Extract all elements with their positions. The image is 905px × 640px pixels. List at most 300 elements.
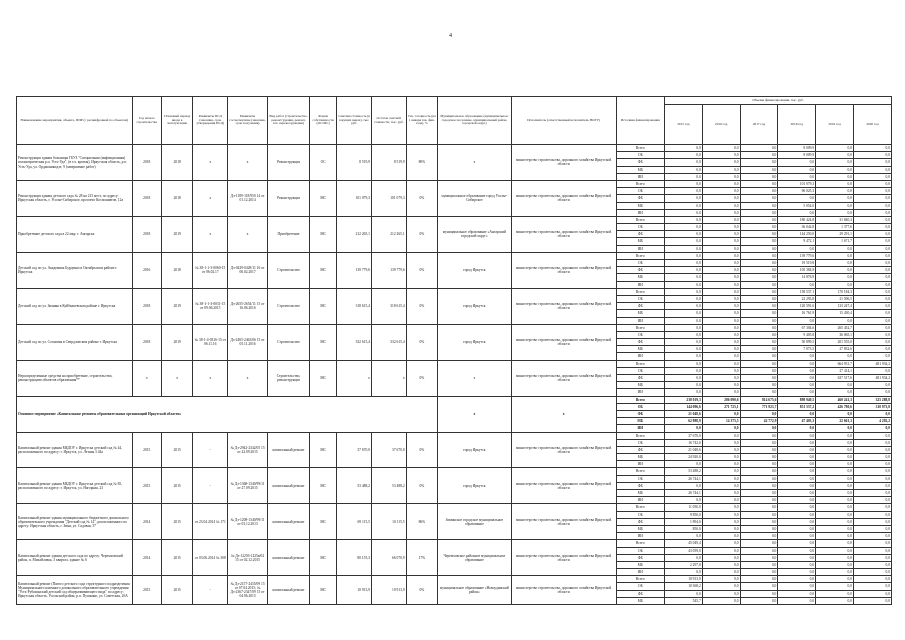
remaining-cost: 318 615,4 [371, 288, 406, 324]
funding-value: 0,0 [740, 525, 778, 532]
readiness: 0% [406, 180, 438, 216]
funding-value: 0,0 [853, 540, 891, 547]
funding-source: ИИ [616, 317, 664, 324]
funding-value: 0,0 [740, 597, 778, 604]
year-header: 2019 год [816, 105, 854, 145]
funding-value: 180 424,8 [778, 216, 816, 223]
funding-value: 0,0 [664, 425, 702, 432]
funding-value: 0,0 [853, 188, 891, 195]
executor: министерство строительства, дорожного хозяйства Иркутской области [511, 360, 616, 396]
funding-value: 0,0 [816, 490, 854, 497]
psd-details: x [193, 145, 228, 181]
funding-value: 0,0 [853, 267, 891, 274]
funding-value: 0,0 [778, 540, 816, 547]
funding-value: 0,0 [853, 260, 891, 267]
object-name: Детский сад по ул. Академика Бурденко в Октябрьском районе г. Иркутска [17, 252, 133, 288]
funding-source: Всего [616, 216, 664, 223]
funding-value: 0,0 [853, 432, 891, 439]
funding-value: 0,0 [853, 216, 891, 223]
funding-value: 0,0 [740, 511, 778, 518]
ownership-form: МС [310, 576, 337, 605]
municipality: город Иркутск [438, 252, 512, 288]
funding-value: 0,0 [853, 331, 891, 338]
psd-details: - [193, 576, 228, 605]
psd-details: - [193, 432, 228, 468]
funding-source: Всего [616, 252, 664, 259]
municipality: Черемховское районное муниципальное образование [438, 540, 512, 576]
funding-value: 0,0 [816, 540, 854, 547]
funding-value: 101 079,3 [778, 180, 816, 187]
funding-value: 21 048,6 [664, 410, 702, 417]
funding-value: 0,0 [816, 454, 854, 461]
funding-value: 0,0 [702, 353, 740, 360]
funding-source: ОБ [616, 511, 664, 518]
funding-value: 37 670,0 [664, 432, 702, 439]
year-header: 2018 год [778, 105, 816, 145]
finish-year: 2015 [161, 576, 193, 605]
funding-value: 0,0 [740, 202, 778, 209]
estimated-cost: x [337, 360, 372, 396]
funding-value: 0,0 [853, 439, 891, 446]
funding-value: 0,0 [778, 583, 816, 590]
funding-value: 22 661,3 [816, 418, 854, 425]
funding-value: 0,0 [702, 504, 740, 511]
funding-value: 10 368,2 [664, 583, 702, 590]
funding-value: 0,0 [740, 145, 778, 152]
object-name: Нераспределенные средства на приобретение, строительство, реконструкцию объектов образования** [17, 360, 133, 396]
funding-value: 0,0 [740, 324, 778, 331]
funding-value: 170 184,3 [816, 288, 854, 295]
funding-value: 0,0 [702, 180, 740, 187]
funding-value: 11 050,0 [664, 504, 702, 511]
funding-value: 0,0 [664, 166, 702, 173]
funding-value: 10 913,9 [664, 576, 702, 583]
financing-table [16, 96, 892, 605]
funding-source: ФБ [616, 446, 664, 453]
funding-value: 0,0 [664, 533, 702, 540]
funding-value: 0,0 [778, 209, 816, 216]
funding-value: 0,0 [853, 209, 891, 216]
funding-value: 0,0 [702, 216, 740, 223]
funding-value: 0,0 [740, 173, 778, 180]
funding-value: 19 519,8 [778, 260, 816, 267]
funding-value: 0,0 [702, 389, 740, 396]
funding-source: ФБ [616, 231, 664, 238]
funding-source: МБ [616, 454, 664, 461]
funding-value: 0,0 [853, 561, 891, 568]
funding-value: 0,0 [702, 439, 740, 446]
funding-source: ОБ [616, 583, 664, 590]
estimated-cost: 80 155,3 [337, 540, 372, 576]
funding-value: 96 025,3 [778, 188, 816, 195]
remaining-cost: 66 070,9 [371, 540, 406, 576]
funding-value: 0,0 [740, 490, 778, 497]
year-header: 2016 год [702, 105, 740, 145]
funding-value: 0,0 [702, 360, 740, 367]
funding-source: ФБ [616, 554, 664, 561]
funding-value: 0,0 [816, 439, 854, 446]
funding-value: 0,0 [664, 145, 702, 152]
funding-value: 0,0 [816, 410, 854, 417]
funding-value: 120 591,6 [778, 303, 816, 310]
table-row [17, 288, 892, 295]
column-header: Наименование мероприятия, объекта, ПИР (с расшифровкой по объектам) [17, 97, 133, 145]
funding-value: 0,0 [853, 238, 891, 245]
municipality: город Иркутск [438, 288, 512, 324]
funding-value: 0,0 [740, 547, 778, 554]
funding-source: Всего [616, 288, 664, 295]
funding-source: ОБ [616, 224, 664, 231]
funding-value: 0,0 [702, 159, 740, 166]
funding-source: Всего [616, 504, 664, 511]
funding-value: 0,0 [816, 281, 854, 288]
expertise-details: Дз-2465-2463/06 15 от 05.11.2016 [228, 324, 268, 360]
funding-value: 0,0 [816, 389, 854, 396]
funding-value: 0,0 [853, 159, 891, 166]
funding-value: 15 430,4 [816, 310, 854, 317]
remaining-cost: 101 079,3 [371, 180, 406, 216]
funding-value: 9 850,0 [664, 511, 702, 518]
funding-value: 0,0 [816, 597, 854, 604]
funding-value: 0,0 [740, 245, 778, 252]
funding-value: 0,0 [816, 145, 854, 152]
funding-value: 0,0 [702, 274, 740, 281]
funding-value: 0,0 [702, 245, 740, 252]
object-name: Детский сад по ул. Зимняя в Куйбышевском районе г. Иркутска [17, 288, 133, 324]
funding-value: 481 934,2 [853, 375, 891, 382]
start-year: 2014 [132, 540, 161, 576]
funding-value: 50 899,5 [778, 339, 816, 346]
column-header: Реквизиты госэкспертизы (заказчик, срок получения) [228, 97, 268, 145]
remaining-cost: 139 779,6 [371, 252, 406, 288]
funding-value: 238 019,3 [664, 396, 702, 403]
funding-value: 0,0 [778, 511, 816, 518]
funding-value: 0,0 [853, 382, 891, 389]
funding-value: 0,0 [816, 425, 854, 432]
funding-value: 0,0 [740, 238, 778, 245]
funding-value: 0,0 [816, 518, 854, 525]
funding-value: 0,0 [740, 425, 778, 432]
municipality: город Иркутск [438, 468, 512, 504]
funding-value: 0,0 [740, 367, 778, 374]
funding-value: 0,0 [740, 583, 778, 590]
funding-value: 0,0 [702, 324, 740, 331]
funding-value: 0,0 [778, 439, 816, 446]
estimated-cost: 212 265,1 [337, 216, 372, 252]
funding-source: Всего [616, 396, 664, 403]
object-name: Капитальный ремонт (Пятого детского сада структурного подразделения Муниципального казенного дошкольного образовательного учреждения "Усть-Рубахинский детский сад общеразвивающего вида" по адресу: Иркутская область, Усольский район, р.п. Пушкино, ул. Советская, 26А [17, 576, 133, 605]
funding-source: ОБ [616, 367, 664, 374]
funding-value: 286 090,6 [702, 396, 740, 403]
ownership-form: МС [310, 324, 337, 360]
funding-value: 0,0 [853, 590, 891, 597]
funding-value: 0,0 [816, 461, 854, 468]
funding-value: 310 973,8 [853, 403, 891, 410]
funding-value: 4 292,2 [853, 418, 891, 425]
funding-source: Всего [616, 432, 664, 439]
funding-value: 0,0 [664, 324, 702, 331]
remaining-cost: 53 488,2 [371, 468, 406, 504]
funding-value: 1 671,7 [816, 238, 854, 245]
year-header: 2015 год [664, 105, 702, 145]
funding-value: 0,0 [816, 432, 854, 439]
funding-source: МБ [616, 238, 664, 245]
funding-source: Всего [616, 324, 664, 331]
funding-value: 545,7 [664, 597, 702, 604]
funding-value: 0,0 [702, 497, 740, 504]
funding-value: 0,0 [853, 224, 891, 231]
funding-value: 0,0 [740, 439, 778, 446]
object-name: Капитальный ремонт здания МБДОУ г. Иркутска детский сад № 85, расположенного по адресу: г. Иркутск, ул. Нагорная, 23 [17, 468, 133, 504]
finish-year: 2019 [161, 288, 193, 324]
funding-source: ИИ [616, 497, 664, 504]
funding-value: 0,0 [816, 188, 854, 195]
funding-value: 0,0 [702, 317, 740, 324]
object-name: Приобретение детского сада в 22 мкр. г. Ангарска [17, 216, 133, 252]
funding-value: 9 472,1 [778, 238, 816, 245]
funding-value: 0,0 [816, 209, 854, 216]
remaining-cost: 332 615,4 [371, 324, 406, 360]
funding-value: 0,0 [702, 281, 740, 288]
funding-value: 0,0 [853, 461, 891, 468]
funding-value: 0,0 [740, 295, 778, 302]
municipality: город Иркутск [438, 324, 512, 360]
funding-value: 0,0 [816, 482, 854, 489]
funding-value: 0,0 [702, 518, 740, 525]
executor: министерство строительства, дорожного хозяйства Иркутской области [511, 540, 616, 576]
funding-value: 0,0 [664, 209, 702, 216]
remaining-cost: 10 913,9 [371, 576, 406, 605]
funding-value: 771 923,7 [740, 403, 778, 410]
funding-value: 0,0 [740, 533, 778, 540]
funding-source: МБ [616, 490, 664, 497]
funding-source: ИИ [616, 533, 664, 540]
psd-details: x [193, 216, 228, 252]
funding-value: 0,0 [664, 375, 702, 382]
funding-value: 0,0 [853, 166, 891, 173]
table-row [17, 145, 892, 152]
funding-value: 0,0 [816, 382, 854, 389]
funding-value: 325 288,8 [853, 396, 891, 403]
funding-value: 0,0 [853, 569, 891, 576]
funding-source: ФБ [616, 518, 664, 525]
object-name: Реконструкция здания больницы ГБУЗ "Специальная (инфекционная) психиатрическая р.п. Усть-Уда", (в т.ч. кровля), Иркутская область, р.п. Усть-Уда, ул. Орджоникидзе, 9 (завершение работ) [17, 145, 133, 181]
funding-value: 0,0 [778, 497, 816, 504]
funding-value: 36 065,1 [816, 331, 854, 338]
funding-value: 850,0 [664, 525, 702, 532]
funding-value: 0,0 [853, 317, 891, 324]
funding-value: 14 876,9 [778, 274, 816, 281]
funding-value: 0,0 [664, 331, 702, 338]
funding-value: 0,0 [853, 152, 891, 159]
funding-value: 0,0 [740, 432, 778, 439]
object-name: Капитальный ремонт здания МБДОУ г. Иркутска детский сад № 44, расположенного по адресу: г. Иркутск, ул. Летная 3 44а [17, 432, 133, 468]
funding-value: 0,0 [702, 331, 740, 338]
funding-value: 0,0 [664, 245, 702, 252]
funding-value: 0,0 [816, 267, 854, 274]
funding-source: ФБ [616, 590, 664, 597]
funding-value: 16 742,0 [664, 439, 702, 446]
funding-value: 0,0 [816, 590, 854, 597]
funding-value: 0,0 [853, 288, 891, 295]
funding-value: 0,0 [740, 152, 778, 159]
funding-value: 0,0 [664, 461, 702, 468]
finish-year: 2018 [161, 145, 193, 181]
funding-value: 0,0 [778, 533, 816, 540]
funding-value: 0,0 [816, 446, 854, 453]
funding-value: 0,0 [816, 202, 854, 209]
funding-value: 0,0 [702, 224, 740, 231]
funding-value: 0,0 [664, 195, 702, 202]
estimated-cost: 69 115,5 [337, 504, 372, 540]
psd-details: от 03.06.2014 № 308 [193, 540, 228, 576]
readiness: 0% [406, 252, 438, 288]
funding-value: 0,0 [853, 195, 891, 202]
funding-value: 0,0 [702, 547, 740, 554]
municipality: муниципальное образование «Ангарский городской округ» [438, 216, 512, 252]
funding-value: 0,0 [740, 446, 778, 453]
funding-value: 0,0 [702, 267, 740, 274]
funding-value: 0,0 [702, 590, 740, 597]
start-year: 2015 [132, 468, 161, 504]
funding-value: 0,0 [778, 561, 816, 568]
funding-value: 0,0 [664, 288, 702, 295]
funding-value: 0,0 [853, 583, 891, 590]
estimated-cost: 332 615,4 [337, 324, 372, 360]
funding-value: 0,0 [702, 540, 740, 547]
funding-value: 0,0 [778, 425, 816, 432]
funding-value: 0,0 [740, 475, 778, 482]
municipality: x [438, 145, 512, 181]
estimated-cost: 139 779,6 [337, 252, 372, 288]
funding-value: 9 405,8 [778, 331, 816, 338]
funding-value: 0,0 [778, 504, 816, 511]
readiness: 0% [406, 324, 438, 360]
funding-value: 0,0 [702, 303, 740, 310]
funding-source: Всего [616, 180, 664, 187]
funding-value: 0,0 [853, 295, 891, 302]
funding-value: 851 537,2 [778, 403, 816, 410]
funding-value: 0,0 [740, 454, 778, 461]
readiness: 86% [406, 504, 438, 540]
funding-source: МБ [616, 202, 664, 209]
funding-value: 144 096,6 [664, 403, 702, 410]
psd-details: № 38-1-1-3-0031-15 от 09.06.2015 [193, 288, 228, 324]
funding-source: МБ [616, 418, 664, 425]
executor: x [511, 396, 616, 432]
funding-value: 0,0 [664, 346, 702, 353]
funding-value: 460 241,3 [816, 396, 854, 403]
funding-value: 24 920,0 [664, 454, 702, 461]
funding-value: 426 780,6 [816, 403, 854, 410]
funding-value: 0,0 [702, 511, 740, 518]
funding-value: 0,0 [740, 468, 778, 475]
funding-value: 0,0 [702, 145, 740, 152]
funding-value: 0,0 [853, 410, 891, 417]
ownership-form: МС [310, 216, 337, 252]
readiness: 0% [406, 432, 438, 468]
funding-value: 0,0 [816, 576, 854, 583]
ownership-form: МС [310, 360, 337, 396]
funding-value: 0,0 [702, 375, 740, 382]
funding-value: 0,0 [664, 188, 702, 195]
funding-value: 0,0 [853, 511, 891, 518]
funding-value: 0,0 [664, 216, 702, 223]
column-header: Исполнитель (ответственный исполнитель НОГУ) [511, 97, 616, 145]
funding-value: 0,0 [740, 209, 778, 216]
finish-year: 2019 [161, 324, 193, 360]
funding-value: 158 537,1 [778, 288, 816, 295]
funding-value: 0,0 [664, 281, 702, 288]
funding-value: 8 009,9 [778, 152, 816, 159]
funding-value: 0,0 [853, 367, 891, 374]
expertise-details: № Дз-2157-2435/09 15 от 07.04.2015; № Дз-2367-2347/09 15 от 04.06.2015 [228, 576, 268, 605]
funding-value: 0,0 [702, 173, 740, 180]
funding-value: 0,0 [778, 173, 816, 180]
funding-value: 0,0 [778, 597, 816, 604]
funding-value: 0,0 [740, 252, 778, 259]
funding-value: 0,0 [664, 310, 702, 317]
readiness: 80% [406, 145, 438, 181]
funding-value: 139 779,6 [778, 252, 816, 259]
table-body [17, 145, 892, 605]
funding-source: ОБ [616, 403, 664, 410]
funding-value: 0,0 [816, 504, 854, 511]
funding-source: Всего [616, 576, 664, 583]
funding-value: 0,0 [853, 202, 891, 209]
ownership-form: МС [310, 288, 337, 324]
funding-value: 201 555,0 [816, 339, 854, 346]
expertise-details: Дз-1189-118/950 14 от 01.12.2014 [228, 180, 268, 216]
municipality: город Иркутск [438, 432, 512, 468]
funding-value: 0,0 [664, 231, 702, 238]
expertise-details: № Дз-1225б-1225в/02 15 от 02.12.2015 [228, 540, 268, 576]
funding-value: 0,0 [702, 295, 740, 302]
funding-value: 16 761,9 [778, 310, 816, 317]
ownership-form: МС [310, 504, 337, 540]
start-year: 2018 [132, 216, 161, 252]
funding-value: 0,0 [816, 475, 854, 482]
funding-value: 0,0 [740, 410, 778, 417]
expertise-details: Дз-0429-0428/11 16 от 06.02.2017 [228, 252, 268, 288]
finish-year: x [161, 360, 193, 396]
executor: министерство строительства, дорожного хозяйства Иркутской области [511, 180, 616, 216]
funding-source: ИИ [616, 389, 664, 396]
funding-value: 0,0 [664, 303, 702, 310]
finish-year: 2018 [161, 252, 193, 288]
funding-value: 0,0 [740, 267, 778, 274]
municipality: муниципальное образование город Усолье-Сибирское [438, 180, 512, 216]
work-type: Реконструкция [268, 145, 310, 181]
funding-value: 0,0 [853, 446, 891, 453]
psd-details: № 38-1-1-3-0060-15 от 06.02.17 [193, 252, 228, 288]
funding-source: ИИ [616, 425, 664, 432]
funding-value: 0,0 [778, 525, 816, 532]
funding-source: ОБ [616, 475, 664, 482]
expertise-details: № Дз-1368-1340/99/11 от 27.09.2015 [228, 468, 268, 504]
funding-value: 0,0 [664, 224, 702, 231]
funding-value: 0,0 [853, 339, 891, 346]
funding-value: 0,0 [740, 274, 778, 281]
funding-source: ФБ [616, 339, 664, 346]
funding-value: 0,0 [740, 195, 778, 202]
funding-value: 0,0 [740, 561, 778, 568]
funding-source: ФБ [616, 410, 664, 417]
table-row [17, 468, 892, 475]
funding-value: 0,0 [853, 245, 891, 252]
funding-value: 0,0 [853, 468, 891, 475]
funding-value: 0,0 [740, 382, 778, 389]
